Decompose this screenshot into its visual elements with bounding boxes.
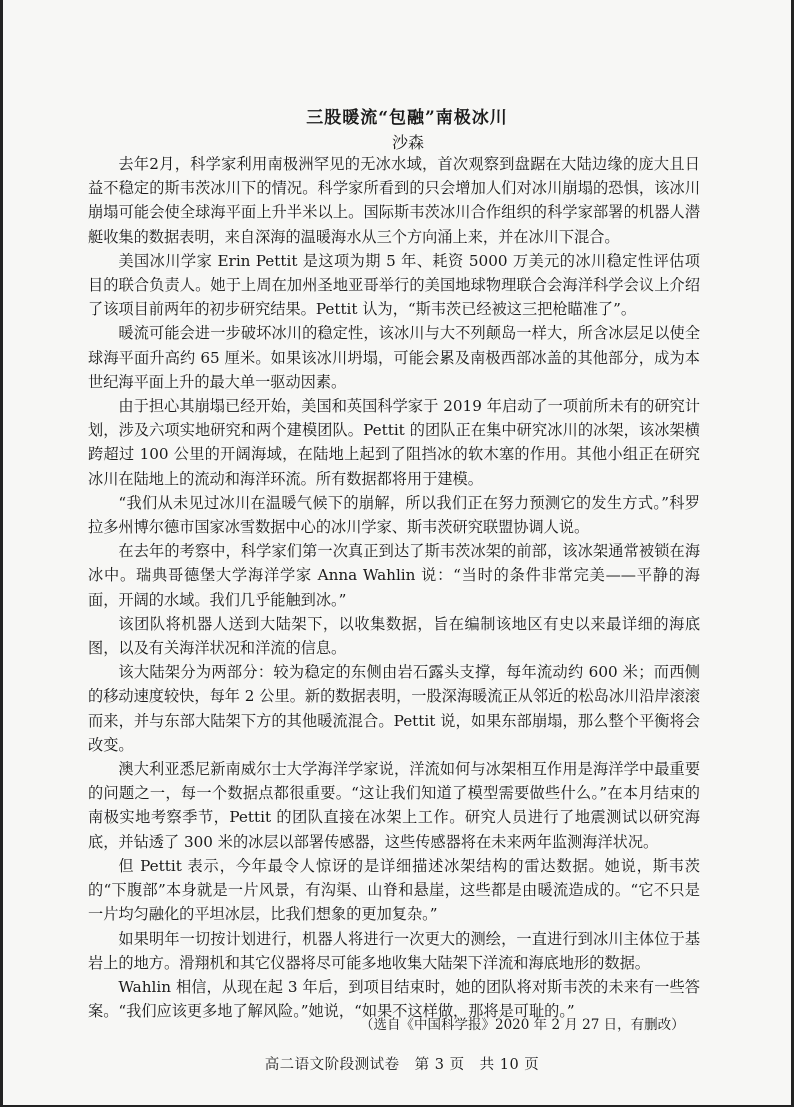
scan-edge-left xyxy=(0,0,3,1107)
article-body xyxy=(88,152,700,1023)
paragraph: 如果明年一切按计划进行，机器人将进行一次更大的测绘，一直进行到冰川主体位于基岩上的地方。滑翔机和其它仪器将尽可能多地收集大陆架下洋流和海底地形的数据。 xyxy=(88,929,700,972)
article-title: 三股暖流“包融”南极冰川 xyxy=(306,108,508,128)
paragraph: 该大陆架分为两部分：较为稳定的东侧由岩石露头支撑，每年流动约 600 米；而西侧的移动速度较快，每年 2 公里。新的数据表明，一股深海暖流正从邻近的松岛冰川沿岸滚滚而来，并与东部大陆架下方的其他暖流混合。Pettit 说，如果东部崩塌，那么整个平衡将会改变。 xyxy=(88,663,700,754)
paragraph: 由于担心其崩塌已经开始，美国和英国科学家于 2019 年启动了一项前所未有的研究计划，涉及六项实地研究和两个建模团队。Pettit 的团队正在集中研究冰川的冰架，该冰架横跨超过 100 公里的开阔海域，在陆地上起到了阻挡冰的软木塞的作用。其他小组正在研究冰川在陆地上的流动和海洋环流。所有数据都将用于建模。 xyxy=(88,397,700,488)
paragraph: 但 Pettit 表示，今年最令人惊讶的是详细描述冰架结构的雷达数据。她说，斯韦茨的“下腹部”本身就是一片风景，有沟渠、山脊和悬崖，这些都是由暖流造成的。“它不只是一片均匀融化的平坦冰层，比我们想象的更加复杂。” xyxy=(88,856,700,924)
paragraph: 暖流可能会进一步破坏冰川的稳定性，该冰川与大不列颠岛一样大，所含冰层足以使全球海平面升高约 65 厘米。如果该冰川坍塌，可能会累及南极西部冰盖的其他部分，成为本世纪海平面上升的最大单一驱动因素。 xyxy=(88,324,700,391)
page-footer: 高二语文阶段测试卷 第 3 页 共 10 页 xyxy=(264,1057,540,1073)
article-source: （选自《中国科学报》2020 年 2 月 27 日，有删改） xyxy=(360,1017,685,1033)
article-author: 沙森 xyxy=(391,133,424,152)
paragraph: 该团队将机器人送到大陆架下，以收集数据，旨在编制该地区有史以来最详细的海底图，以及有关海洋状况和洋流的信息。 xyxy=(88,614,700,658)
paragraph: 澳大利亚悉尼新南威尔士大学海洋学家说，洋流如何与冰架相互作用是海洋学中最重要的问题之一，每一个数据点都很重要。“这让我们知道了模型需要做些什么。”在本月结束的南极实地考察季节，Pettit 的团队直接在冰架上工作。研究人员进行了地震测试以研究海底，并钻透了 300 米的冰层以部署传感器，这些传感器将在未来两年监测海洋状况。 xyxy=(88,760,700,851)
paragraph: Wahlin 相信，从现在起 3 年后，到项目结束时，她的团队将对斯韦茨的未来有一些答案。“我们应该更多地了解风险。”她说，“如果不这样做，那将是可耻的。” xyxy=(88,977,700,1021)
paragraph: 去年2月，科学家利用南极洲罕见的无冰水域，首次观察到盘踞在大陆边缘的庞大且日益不稳定的斯韦茨冰川下的情况。科学家所看到的只会增加人们对冰川崩塌的恐惧，该冰川崩塌可能会使全球海平面上升半米以上。国际斯韦茨冰川合作组织的科学家部署的机器人潜艇收集的数据表明，来自深海的温暖海水从三个方向涌上来，并在冰川下混合。 xyxy=(88,155,700,246)
paragraph: “我们从未见过冰川在温暖气候下的崩解，所以我们正在努力预测它的发生方式。”科罗拉多州博尔德市国家冰雪数据中心的冰川学家、斯韦茨研究联盟协调人说。 xyxy=(88,493,700,537)
paragraph: 在去年的考察中，科学家们第一次真正到达了斯韦茨冰架的前部，该冰架通常被锁在海冰中。瑞典哥德堡大学海洋学家 Anna Wahlin 说：“当时的条件非常完美——平静的海面，开阔的水域。我们几乎能触到冰。” xyxy=(88,542,700,609)
paragraph: 美国冰川学家 Erin Pettit 是这项为期 5 年、耗资 5000 万美元的冰川稳定性评估项目的联合负责人。她于上周在加州圣地亚哥举行的美国地球物理联合会海洋科学会议上介绍了该项目前两年的初步研究结果。Pettit 认为，“斯韦茨已经被这三把枪瞄准了”。 xyxy=(88,251,700,319)
